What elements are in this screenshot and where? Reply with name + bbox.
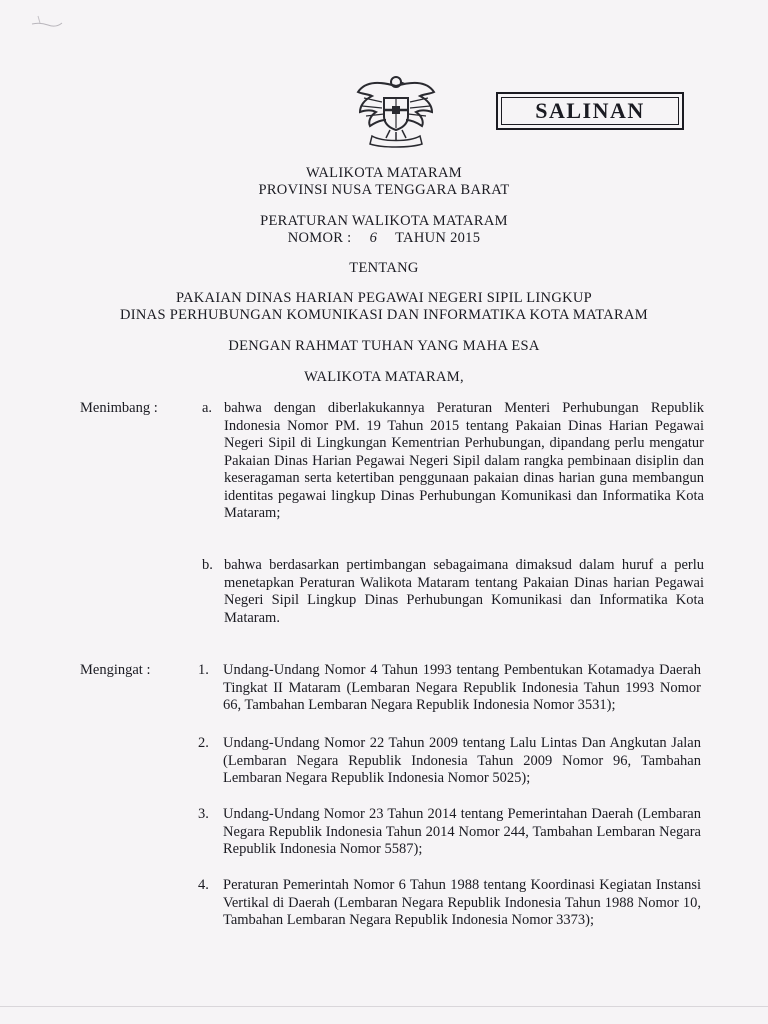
- pencil-mark: [30, 14, 64, 28]
- salinan-stamp: [496, 92, 684, 130]
- menimbang-label: Menimbang :: [80, 400, 158, 416]
- mengingat-marker-4: 4.: [198, 877, 209, 893]
- menimbang-item-a: bahwa dengan diberlakukannya Peraturan Menteri Perhubungan Republik Indonesia Nomor PM. 19 Tahun 2015 tentang Pakaian Dinas Harian Pegawai Negeri Sipil di Lingkungan Kementrian Perhubungan, dipandang perlu mengatur Pakaian Dinas Harian Pegawai Negeri Sipil dalam rangka pembinaan disiplin dan keseragaman serta ketertiban penggunaan pakaian dinas harian guna membangun identitas pegawai lingkup Dinas Perhubungan Komunikasi dan Informatika Kota Mataram;: [224, 400, 704, 521]
- menimbang-marker-a: a.: [202, 400, 213, 416]
- page-edge-line: [0, 1006, 768, 1007]
- issuer-line-1: WALIKOTA MATARAM: [306, 165, 462, 181]
- subject-line-1: PAKAIAN DINAS HARIAN PEGAWAI NEGERI SIPIL LINGKUP: [175, 290, 593, 306]
- mengingat-item-4: Peraturan Pemerintah Nomor 6 Tahun 1988 tentang Koordinasi Kegiatan Instansi Vertikal di Daerah (Lembaran Negara Republik Indonesia Tahun 1988 Nomor 10, Tambahan Lembaran Negara Republik Indonesia Nomor 3373);: [223, 877, 701, 928]
- mengingat-marker-3: 3.: [198, 806, 209, 822]
- year-label: TAHUN 2015: [395, 230, 481, 246]
- subject-line-2: DINAS PERHUBUNGAN KOMUNIKASI DAN INFORMATIKA KOTA MATARAM: [120, 307, 648, 323]
- mengingat-marker-2: 2.: [198, 735, 209, 751]
- mengingat-item-3: Undang-Undang Nomor 23 Tahun 2014 tentang Pemerintahan Daerah (Lembaran Negara Republik Indonesia Tahun 2014 Nomor 244, Tambahan Lembaran Negara Republik Indonesia Nomor 5587);: [223, 806, 701, 857]
- preamble: DENGAN RAHMAT TUHAN YANG MAHA ESA: [228, 338, 540, 354]
- authority: WALIKOTA MATARAM,: [304, 369, 464, 385]
- mengingat-item-2: Undang-Undang Nomor 22 Tahun 2009 tentang Lalu Lintas Dan Angkutan Jalan (Lembaran Negara Republik Indonesia Tahun 2009 Nomor 96, Tambahan Lembaran Negara Republik Indonesia Nomor 5025);: [223, 735, 701, 786]
- mengingat-marker-1: 1.: [198, 662, 209, 678]
- menimbang-marker-b: b.: [202, 557, 213, 573]
- number-value: 6: [369, 230, 378, 246]
- regulation-title: PERATURAN WALIKOTA MATARAM: [260, 213, 508, 229]
- about-heading: TENTANG: [349, 260, 419, 276]
- mengingat-item-1: Undang-Undang Nomor 4 Tahun 1993 tentang Pembentukan Kotamadya Daerah Tingkat II Mataram (Lembaran Negara Republik Indonesia Tahun 1993 Nomor 66, Tambahan Lembaran Negara Republik Indonesia Nomor 3531);: [223, 662, 701, 713]
- regulation-number-line: [0, 230, 768, 247]
- garuda-emblem-icon: [352, 72, 440, 150]
- issuer-line-2: PROVINSI NUSA TENGGARA BARAT: [258, 182, 510, 198]
- number-label: NOMOR :: [287, 230, 352, 246]
- mengingat-label: Mengingat :: [80, 662, 151, 678]
- salinan-label: SALINAN: [535, 98, 645, 123]
- menimbang-item-b: bahwa berdasarkan pertimbangan sebagaimana dimaksud dalam huruf a perlu menetapkan Peraturan Walikota Mataram tentang Pakaian Dinas harian Pegawai Negeri Sipil Lingkup Dinas Perhubungan Komunikasi dan Informatika Kota Mataram.: [224, 557, 704, 626]
